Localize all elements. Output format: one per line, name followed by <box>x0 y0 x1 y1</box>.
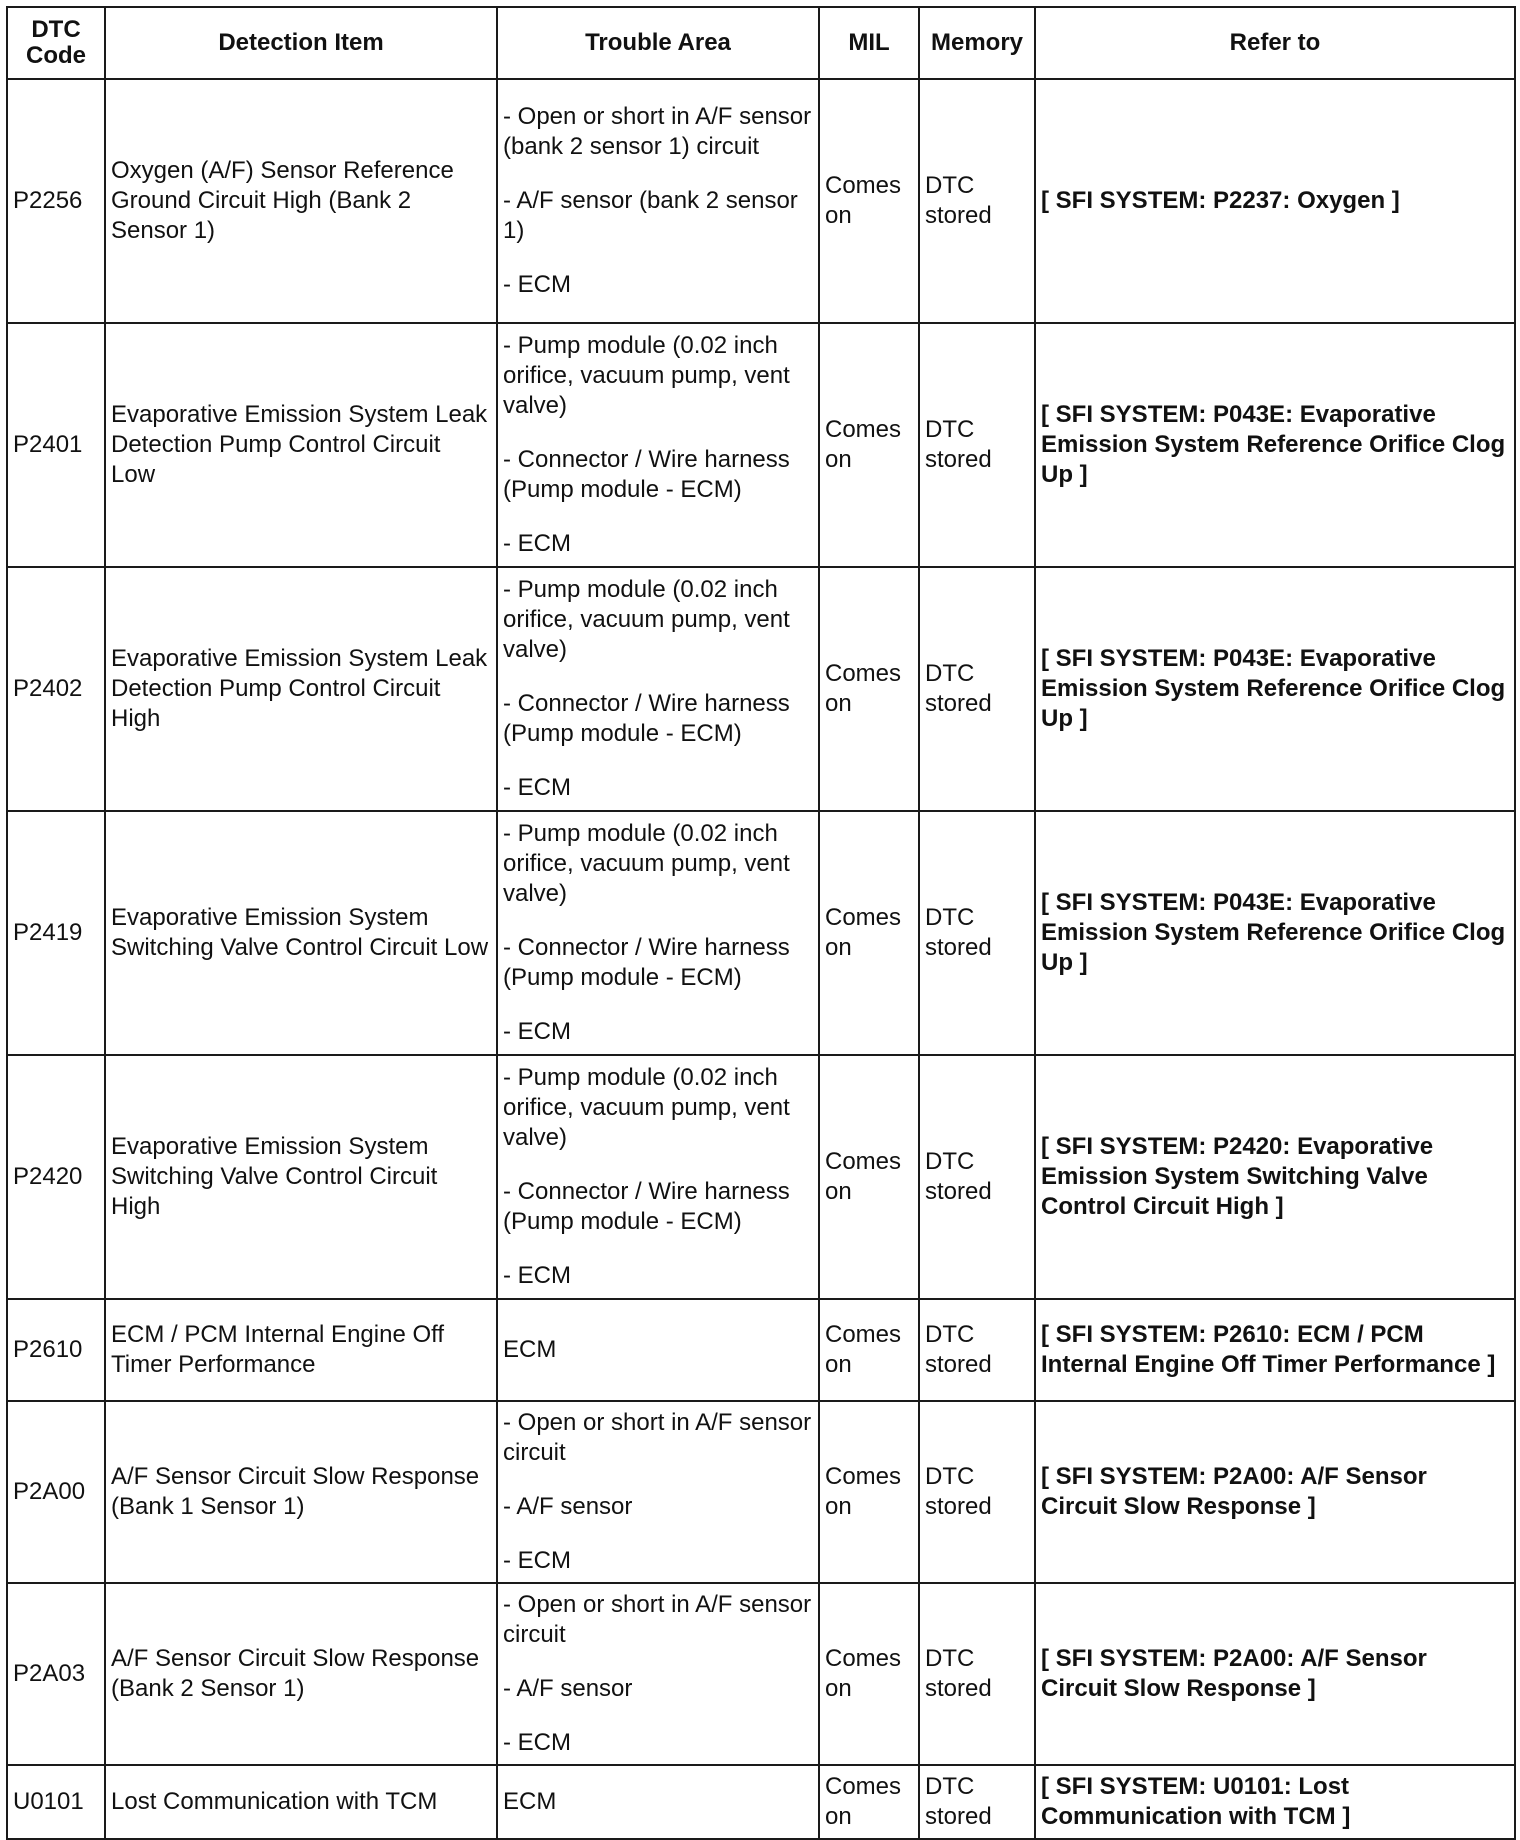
trouble-area-gap <box>503 909 813 933</box>
mil-cell: Comes on <box>819 79 919 323</box>
header-memory: Memory <box>919 7 1035 79</box>
trouble-area-item: - A/F sensor <box>503 1675 633 1702</box>
dtc-table-body <box>7 79 1515 1839</box>
memory-cell: DTC stored <box>919 79 1035 323</box>
header-mil: MIL <box>819 7 919 79</box>
trouble-area-list <box>503 1406 813 1578</box>
dtc-code-cell: P2420 <box>7 1055 105 1299</box>
trouble-area-item: - Open or short in A/F sensor circuit <box>503 1409 812 1466</box>
detection-item-cell: A/F Sensor Circuit Slow Response (Bank 1 Sensor 1) <box>105 1401 497 1583</box>
refer-to-cell: [ SFI SYSTEM: U0101: Lost Communication with TCM ] <box>1035 1765 1515 1839</box>
trouble-area-item: ECM <box>503 1788 557 1815</box>
trouble-area-item: - ECM <box>503 1547 571 1574</box>
detection-item-cell: Lost Communication with TCM <box>105 1765 497 1839</box>
table-row <box>7 79 1515 323</box>
refer-to-cell: [ SFI SYSTEM: P2420: Evaporative Emission System Switching Valve Control Circuit High ] <box>1035 1055 1515 1299</box>
table-row <box>7 1055 1515 1299</box>
mil-cell: Comes on <box>819 1765 919 1839</box>
trouble-area-item: - Pump module (0.02 inch orifice, vacuum pump, vent valve) <box>503 576 790 663</box>
table-row <box>7 811 1515 1055</box>
trouble-area-gap <box>503 1650 813 1674</box>
trouble-area-list <box>503 1333 813 1367</box>
trouble-area-cell <box>497 1401 819 1583</box>
dtc-code-cell: P2402 <box>7 567 105 811</box>
detection-item-cell: Evaporative Emission System Switching Valve Control Circuit High <box>105 1055 497 1299</box>
trouble-area-item: - Open or short in A/F sensor (bank 2 sensor 1) circuit <box>503 103 812 160</box>
header-trouble-area: Trouble Area <box>497 7 819 79</box>
trouble-area-gap <box>503 1522 813 1546</box>
detection-item-cell: ECM / PCM Internal Engine Off Timer Performance <box>105 1299 497 1401</box>
dtc-table <box>6 6 1516 1840</box>
trouble-area-cell <box>497 1765 819 1839</box>
trouble-area-gap <box>503 421 813 445</box>
trouble-area-cell <box>497 567 819 811</box>
trouble-area-cell <box>497 811 819 1055</box>
trouble-area-item: - Pump module (0.02 inch orifice, vacuum pump, vent valve) <box>503 820 790 907</box>
mil-cell: Comes on <box>819 567 919 811</box>
refer-to-cell: [ SFI SYSTEM: P043E: Evaporative Emission System Reference Orifice Clog Up ] <box>1035 811 1515 1055</box>
detection-item-cell: A/F Sensor Circuit Slow Response (Bank 2 Sensor 1) <box>105 1583 497 1765</box>
trouble-area-item: - A/F sensor (bank 2 sensor 1) <box>503 187 798 244</box>
dtc-code-cell: P2401 <box>7 323 105 567</box>
header-dtc-code <box>7 7 105 79</box>
memory-cell: DTC stored <box>919 1401 1035 1583</box>
header-refer-to: Refer to <box>1035 7 1515 79</box>
trouble-area-gap <box>503 993 813 1017</box>
trouble-area-cell <box>497 1583 819 1765</box>
trouble-area-item: - Open or short in A/F sensor circuit <box>503 1591 812 1648</box>
dtc-code-cell: P2A00 <box>7 1401 105 1583</box>
detection-item-cell: Evaporative Emission System Leak Detection Pump Control Circuit Low <box>105 323 497 567</box>
refer-to-cell: [ SFI SYSTEM: P2237: Oxygen ] <box>1035 79 1515 323</box>
memory-cell: DTC stored <box>919 323 1035 567</box>
dtc-code-cell: P2A03 <box>7 1583 105 1765</box>
memory-cell: DTC stored <box>919 567 1035 811</box>
detection-item-cell: Evaporative Emission System Leak Detection Pump Control Circuit High <box>105 567 497 811</box>
trouble-area-item: - A/F sensor <box>503 1493 633 1520</box>
trouble-area-list <box>503 1061 813 1293</box>
header-row <box>7 7 1515 79</box>
trouble-area-list <box>503 100 813 302</box>
memory-cell: DTC stored <box>919 1765 1035 1839</box>
trouble-area-gap <box>503 246 813 270</box>
refer-to-cell: [ SFI SYSTEM: P2A00: A/F Sensor Circuit Slow Response ] <box>1035 1401 1515 1583</box>
table-row <box>7 1299 1515 1401</box>
trouble-area-list <box>503 1588 813 1760</box>
refer-to-cell: [ SFI SYSTEM: P2A00: A/F Sensor Circuit Slow Response ] <box>1035 1583 1515 1765</box>
trouble-area-item: - Connector / Wire harness (Pump module - ECM) <box>503 446 790 503</box>
trouble-area-gap <box>503 1704 813 1728</box>
trouble-area-item: ECM <box>503 1336 557 1363</box>
detection-item-cell: Evaporative Emission System Switching Valve Control Circuit Low <box>105 811 497 1055</box>
mil-cell: Comes on <box>819 1299 919 1401</box>
header-detection-item: Detection Item <box>105 7 497 79</box>
trouble-area-list <box>503 573 813 805</box>
trouble-area-item: - ECM <box>503 1262 571 1289</box>
dtc-code-cell: P2610 <box>7 1299 105 1401</box>
trouble-area-gap <box>503 1468 813 1492</box>
mil-cell: Comes on <box>819 1583 919 1765</box>
trouble-area-item: - ECM <box>503 1729 571 1756</box>
table-row <box>7 567 1515 811</box>
trouble-area-gap <box>503 505 813 529</box>
trouble-area-gap <box>503 1153 813 1177</box>
trouble-area-item: - ECM <box>503 774 571 801</box>
trouble-area-list <box>503 1785 813 1819</box>
refer-to-cell: [ SFI SYSTEM: P043E: Evaporative Emission System Reference Orifice Clog Up ] <box>1035 323 1515 567</box>
trouble-area-gap <box>503 665 813 689</box>
trouble-area-item: - Pump module (0.02 inch orifice, vacuum pump, vent valve) <box>503 1064 790 1151</box>
mil-cell: Comes on <box>819 323 919 567</box>
trouble-area-gap <box>503 1237 813 1261</box>
trouble-area-list <box>503 329 813 561</box>
trouble-area-item: - ECM <box>503 271 571 298</box>
trouble-area-item: - ECM <box>503 530 571 557</box>
trouble-area-gap <box>503 162 813 186</box>
trouble-area-item: - Pump module (0.02 inch orifice, vacuum pump, vent valve) <box>503 332 790 419</box>
header-dtc-code-line: DTC <box>31 16 81 43</box>
trouble-area-cell <box>497 79 819 323</box>
memory-cell: DTC stored <box>919 1055 1035 1299</box>
trouble-area-cell <box>497 323 819 567</box>
refer-to-cell: [ SFI SYSTEM: P043E: Evaporative Emission System Reference Orifice Clog Up ] <box>1035 567 1515 811</box>
trouble-area-item: - Connector / Wire harness (Pump module - ECM) <box>503 1178 790 1235</box>
mil-cell: Comes on <box>819 1055 919 1299</box>
table-row <box>7 1401 1515 1583</box>
memory-cell: DTC stored <box>919 811 1035 1055</box>
trouble-area-item: - Connector / Wire harness (Pump module - ECM) <box>503 934 790 991</box>
dtc-code-cell: U0101 <box>7 1765 105 1839</box>
trouble-area-cell <box>497 1055 819 1299</box>
memory-cell: DTC stored <box>919 1583 1035 1765</box>
detection-item-cell: Oxygen (A/F) Sensor Reference Ground Circuit High (Bank 2 Sensor 1) <box>105 79 497 323</box>
table-row <box>7 1765 1515 1839</box>
memory-cell: DTC stored <box>919 1299 1035 1401</box>
dtc-code-cell: P2256 <box>7 79 105 323</box>
mil-cell: Comes on <box>819 1401 919 1583</box>
trouble-area-item: - Connector / Wire harness (Pump module - ECM) <box>503 690 790 747</box>
trouble-area-item: - ECM <box>503 1018 571 1045</box>
trouble-area-list <box>503 817 813 1049</box>
mil-cell: Comes on <box>819 811 919 1055</box>
table-row <box>7 1583 1515 1765</box>
trouble-area-cell <box>497 1299 819 1401</box>
trouble-area-gap <box>503 749 813 773</box>
refer-to-cell: [ SFI SYSTEM: P2610: ECM / PCM Internal Engine Off Timer Performance ] <box>1035 1299 1515 1401</box>
table-row <box>7 323 1515 567</box>
header-dtc-code-line: Code <box>26 42 86 69</box>
dtc-code-cell: P2419 <box>7 811 105 1055</box>
